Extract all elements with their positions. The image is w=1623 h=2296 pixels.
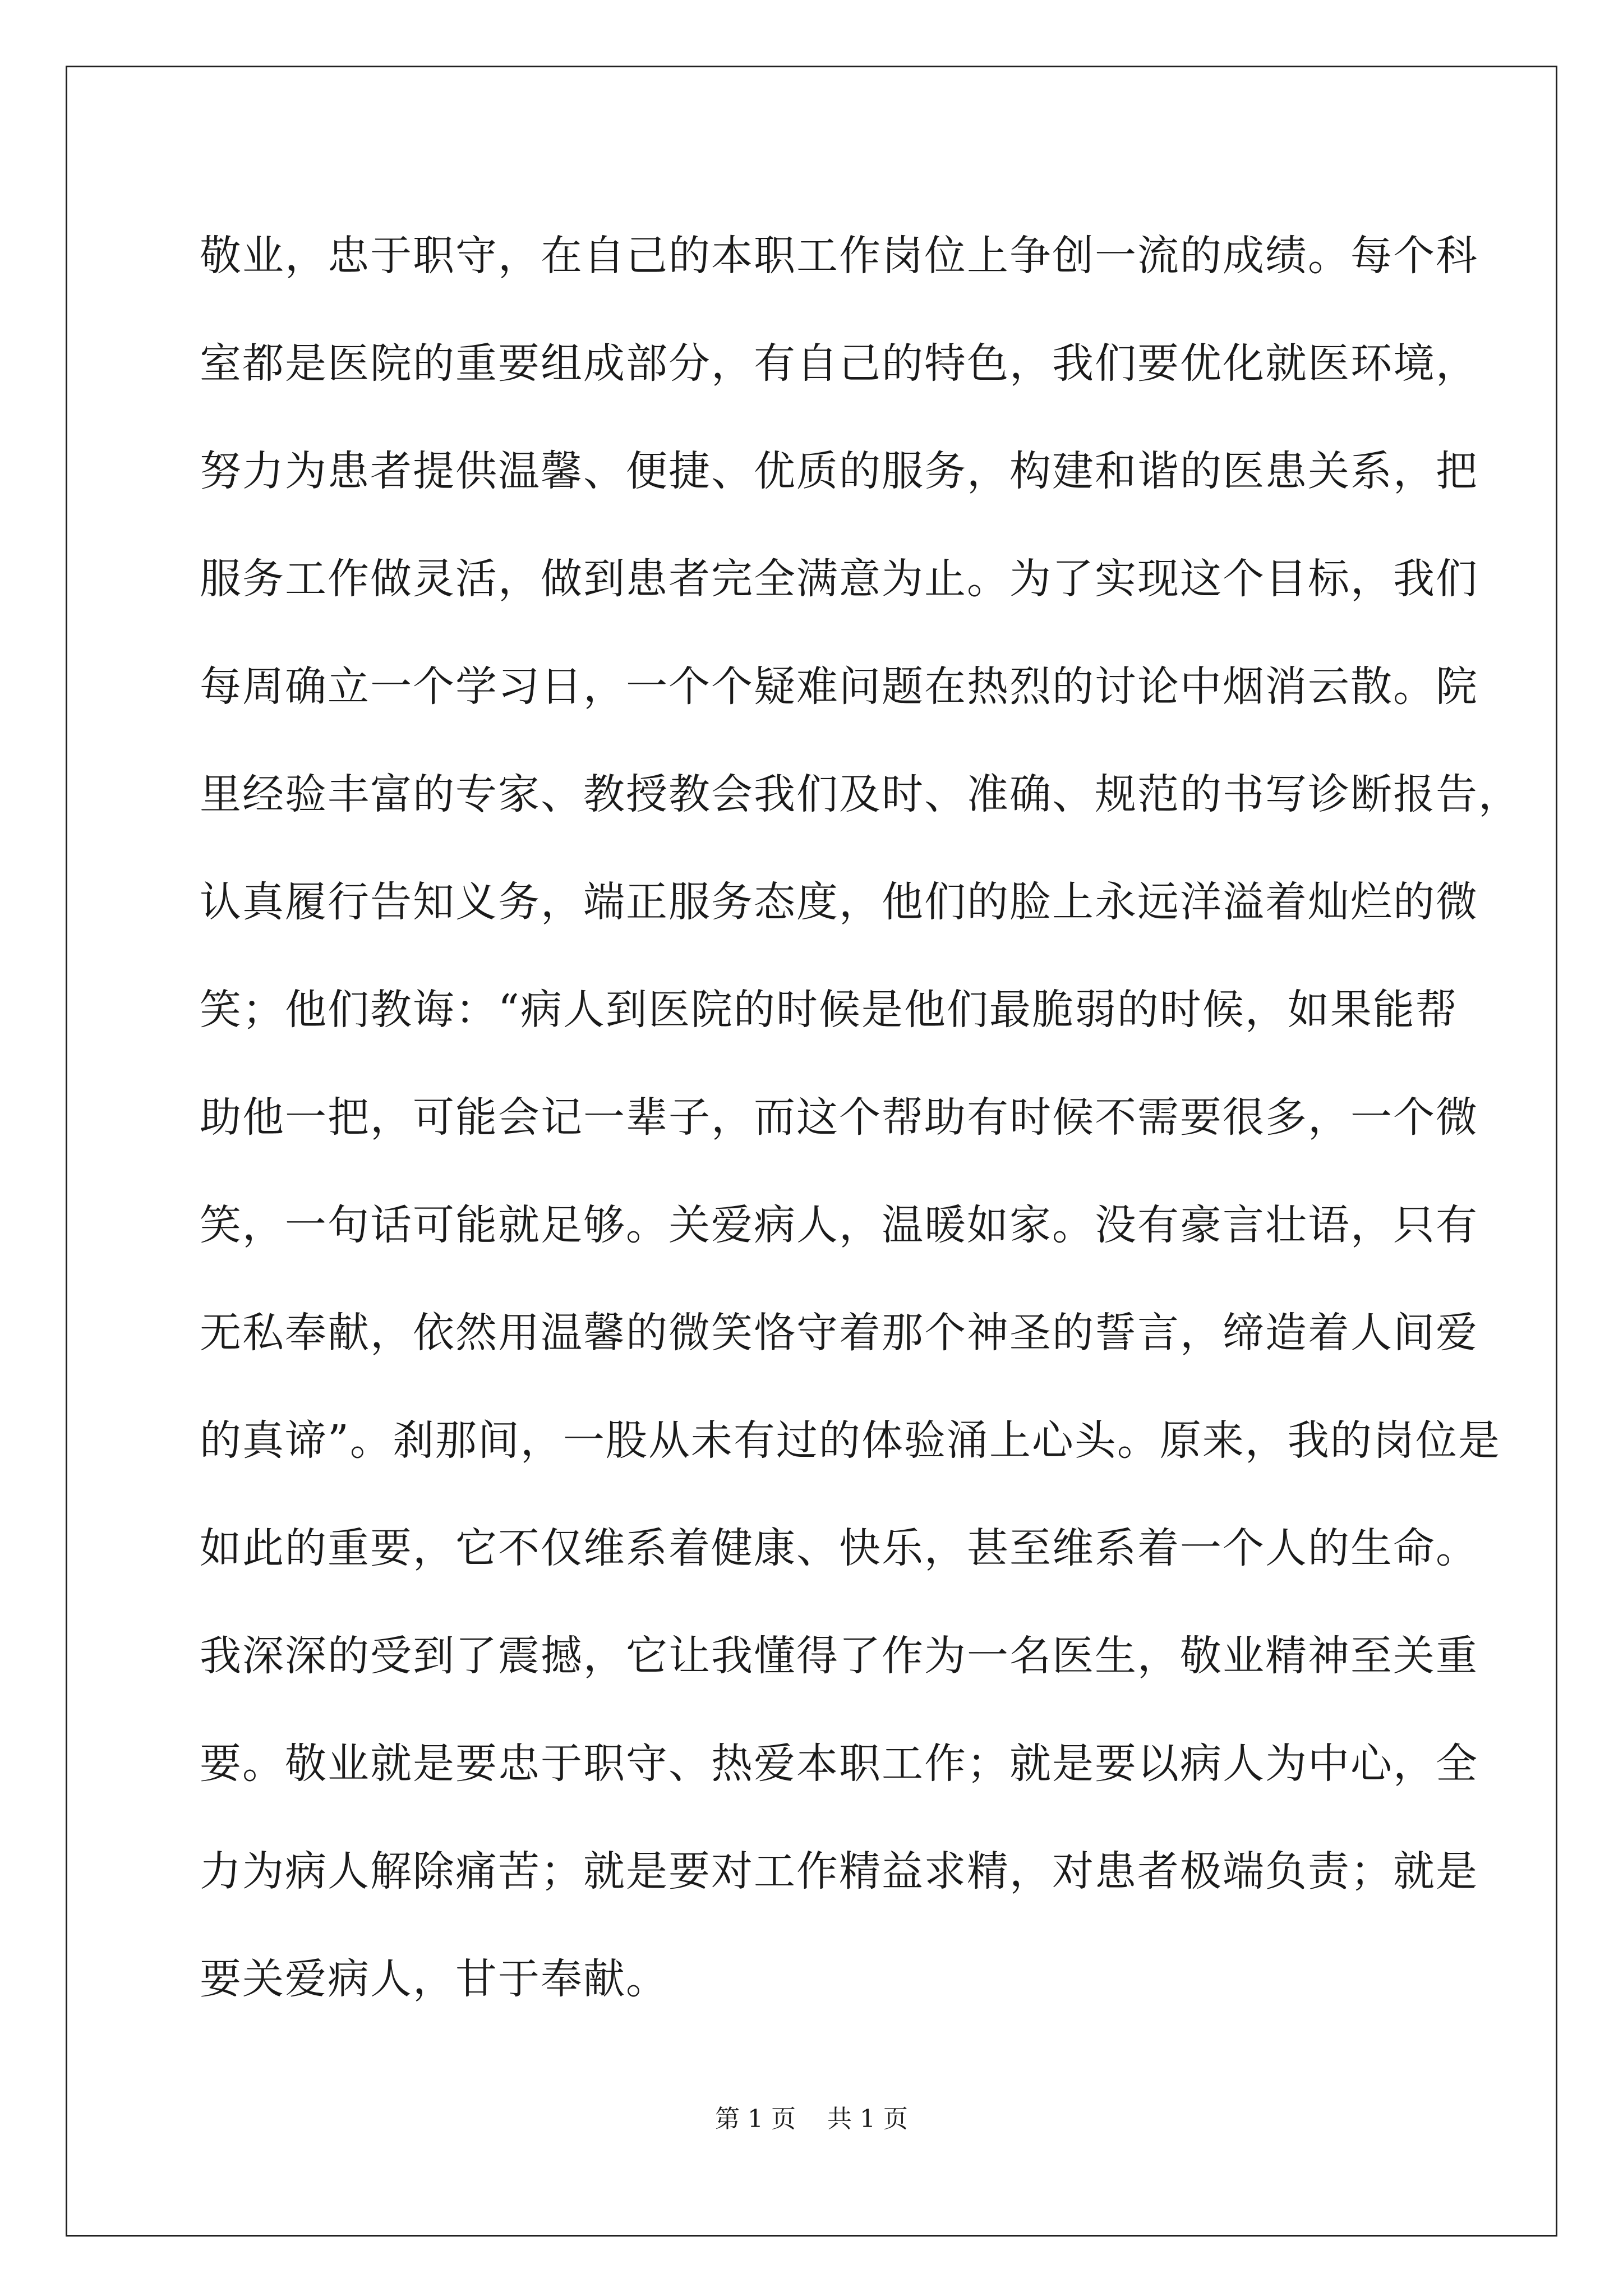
text-line: 每周确立一个学习日，一个个疑难问题在热烈的讨论中烟消云散。院	[200, 662, 1478, 711]
text-line: 如此的重要，它不仅维系着健康、快乐，甚至维系着一个人的生命。	[200, 1524, 1478, 1572]
text-line: 敬业，忠于职守，在自己的本职工作岗位上争创一流的成绩。每个科	[200, 232, 1478, 280]
page-footer	[0, 2102, 1623, 2136]
text-line-last: 要关爱病人，甘于奉献。	[200, 1955, 668, 2003]
text-line: 力为病人解除痛苦；就是要对工作精益求精，对患者极端负责；就是	[200, 1847, 1478, 1895]
text-line: 认真履行告知义务，端正服务态度，他们的脸上永远洋溢着灿烂的微	[200, 878, 1478, 926]
text-line: 里经验丰富的专家、教授教会我们及时、准确、规范的书写诊断报告，	[200, 770, 1521, 818]
text-line: 的真谛”。刹那间，一股从未有过的体验涌上心头。原来，我的岗位是	[200, 1416, 1501, 1465]
text-line: 笑，一句话可能就足够。关爱病人，温暖如家。没有豪言壮语，只有	[200, 1201, 1478, 1249]
text-line: 室都是医院的重要组成部分，有自己的特色，我们要优化就医环境，	[200, 339, 1478, 388]
page-number-label: 第 1 页 共 1 页	[715, 2105, 908, 2133]
text-line: 要。敬业就是要忠于职守、热爱本职工作；就是要以病人为中心，全	[200, 1740, 1478, 1788]
text-line: 助他一把，可能会记一辈子，而这个帮助有时候不需要很多，一个微	[200, 1093, 1478, 1142]
text-line: 服务工作做灵活，做到患者完全满意为止。为了实现这个目标，我们	[200, 555, 1478, 603]
text-line: 努力为患者提供温馨、便捷、优质的服务，构建和谐的医患关系，把	[200, 447, 1478, 495]
document-body	[200, 202, 1521, 2033]
text-line: 笑；他们教诲：“病人到医院的时候是他们最脆弱的时候，如果能帮	[200, 986, 1458, 1034]
text-line: 无私奉献，依然用温馨的微笑恪守着那个神圣的誓言，缔造着人间爱	[200, 1309, 1478, 1357]
text-line: 我深深的受到了震撼，它让我懂得了作为一名医生，敬业精神至关重	[200, 1632, 1478, 1680]
